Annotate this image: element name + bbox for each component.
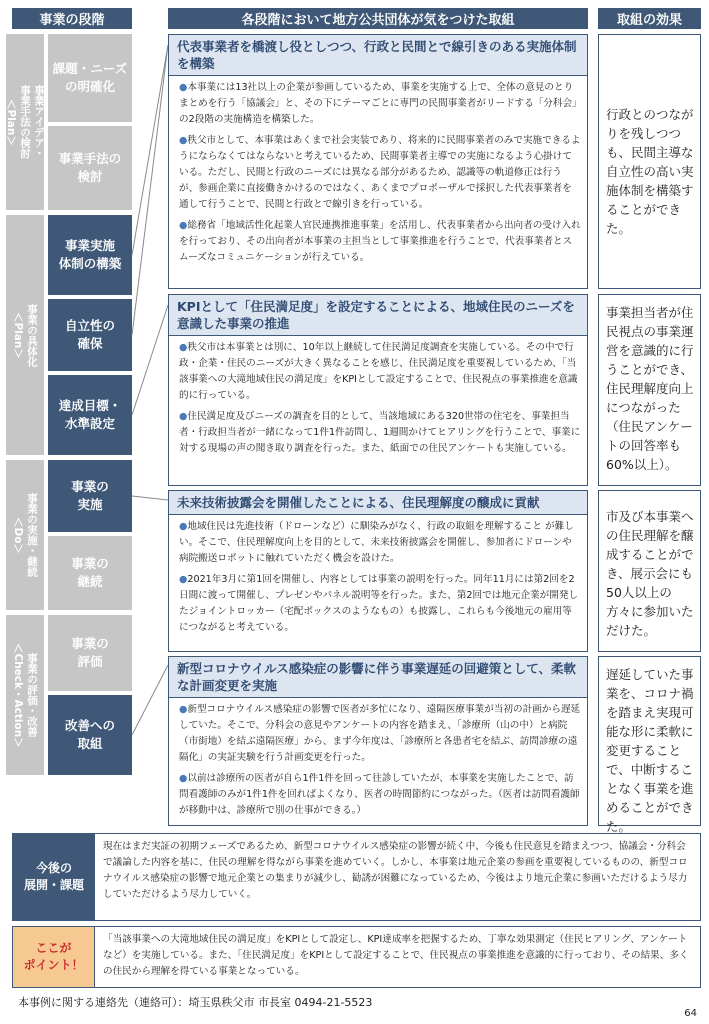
initiative-title-3: 未来技術披露会を開催したことによる、住民理解度の醸成に貢献 xyxy=(169,491,587,515)
page-number: 64 xyxy=(684,1008,697,1019)
contact-info: 本事例に関する連絡先（連絡可）：埼玉県秩父市 市長室 0494-21-5523 xyxy=(18,996,373,1009)
bullet-dot-icon: ● xyxy=(179,521,188,532)
initiative-section-1 xyxy=(168,34,588,289)
effect-box-2: 事業担当者が住民視点の事業運営を意識的に行うことができ、住民理解度向上につながった（住民アンケートの回答率も60%以上）。 xyxy=(598,294,701,486)
bullet-dot-icon: ● xyxy=(179,411,188,422)
step-autonomy: 自立性の 確保 xyxy=(48,299,132,371)
future-panel xyxy=(12,833,701,921)
header-stages: 事業の段階 xyxy=(12,8,132,29)
bullet-item: ●地域住民は先進技術（ドローンなど）に馴染みがなく、行政の取組を理解すること が難しい。そこで、住民理解度向上を目的として、未来技術披露会を開催し、参加者にドローンや病院搬送ロボットに触れていただく機会を設けた。 xyxy=(179,521,574,564)
bullet-item: ●秩父市は本事業とは別に、10年以上継続して住民満足度調査を実施している。その中で行政・企業・住民のニーズが大きく異なることを感じ、住民満足度を重要視しているため、「当該事業への大滝地域住民の満足度」をKPIとして設定することで、住民視点の事業推進を意識的に行っている。 xyxy=(179,342,578,401)
step-evaluation: 事業の 評価 xyxy=(48,615,132,691)
initiative-section-4 xyxy=(168,656,588,826)
bullet-dot-icon: ● xyxy=(179,135,188,146)
initiative-section-3 xyxy=(168,490,588,652)
header-initiatives: 各段階において地方公共団体が気をつけた取組 xyxy=(168,8,588,29)
header-effects: 取組の効果 xyxy=(598,8,701,29)
step-improvement: 改善への 取組 xyxy=(48,695,132,775)
bullet-item: ●秩父市として、本事業はあくまで社会実装であり、将来的に民間事業者のみで実施できるようにならなくてはならないと考えているため、民間事業者主導での実施になるよう心掛けている。ただし、民間と行政のニーズには異なる部分があるため、認識等の軌道修正は行うが、参画企業に直接働きかけるのではなく、あくまでプロポーザルで採択した代表事業者を通して行うことで、民間と行政とで線引きを行っている。 xyxy=(179,135,581,210)
bullet-dot-icon: ● xyxy=(179,82,188,93)
bullet-dot-icon: ● xyxy=(179,574,188,585)
initiative-title-1: 代表事業者を橋渡し役としつつ、行政と民間とで線引きのある実施体制を構築 xyxy=(169,35,587,76)
step-continuation: 事業の 継続 xyxy=(48,536,132,610)
step-implementation: 事業の 実施 xyxy=(48,460,132,532)
step-targets: 達成目標・ 水準設定 xyxy=(48,375,132,455)
step-structure: 事業実施 体制の構築 xyxy=(48,215,132,295)
bullet-item: ●総務省「地域活性化起業人官民連携推進事業」を活用し、代表事業者から出向者の受け入れを行っており、その出向者が本事業の主担当として事業推進を行うことで、代表事業者とスムーズなコミュニケーションが行えている。 xyxy=(179,220,581,263)
initiative-title-4: 新型コロナウイルス感染症の影響に伴う事業遅延の回避策として、柔軟な計画変更を実施 xyxy=(169,657,587,698)
phase-label-plan-idea: 事業アイデア・ 事業手法の検討 ＜Plan＞ xyxy=(5,85,45,159)
bullet-item: ●以前は診療所の医者が自ら1件1件を回って往診していたが、本事業を実施したことで、訪問看護師のみが1件1件を回ればよくなり、医者の時間節約につながった。（医者は訪問看護師が移動中は、診療所で別の仕事ができる。） xyxy=(179,773,580,816)
step-method-study: 事業手法の 検討 xyxy=(48,126,132,210)
bullet-item: ●2021年3月に第1回を開催し、内容としては事業の説明を行った。同年11月には第2回を2日間に渡って開催し、プレゼンやパネル説明等を行った。また、第2回では地元企業が開発したジョイントロッカー（宅配ボックスのようなもの）も披露し、これらも今後地元の雇用等につながると考えている。 xyxy=(179,574,579,633)
phase-label-plan-concrete: 事業の具体化 ＜Plan＞ xyxy=(12,303,38,367)
point-panel xyxy=(12,926,701,988)
future-text: 現在はまだ実証の初期フェーズであるため、新型コロナウイルス感染症の影響が続く中、今後も住民意見を踏まえつつ、協議会・分科会で議論した内容を基に、住民の理解を得ながら事業を進めていく。しかし、本事業は地元企業の参画を重要視しているものの、新型コロナウイルス感染症の影響で地元企業との集まりが減少し、勧誘が困難になっているため、今後はより地元企業に参画いただけるよう尽力していただけるよう尽力していく。 xyxy=(103,841,688,900)
initiative-title-2: KPIとして「住民満足度」を設定することによる、地域住民のニーズを意識した事業の推進 xyxy=(169,295,587,336)
bullet-dot-icon: ● xyxy=(179,773,188,784)
point-label: ここが ポイント！ xyxy=(13,927,95,987)
bullet-item: ●住民満足度及びニーズの調査を目的として、当該地域にある320世帯の住宅を、事業担当者・行政担当者が一緒になって1件1件訪問し、1週間かけてヒアリングを行うことで、事業に対する現場の声の聞き取り調査を行った。また、紙面での住民アンケートも実施している。 xyxy=(179,411,581,454)
effect-box-4: 遅延していた事業を、コロナ禍を踏まえ実現可能な形に柔軟に変更することで、中断することなく事業を進めることができた。 xyxy=(598,656,701,826)
initiative-section-2 xyxy=(168,294,588,486)
phase-label-check-action: 事業の評価・改善 ＜Check・Action＞ xyxy=(12,642,38,748)
phase-label-do: 事業の実施・継続 ＜Do＞ xyxy=(12,493,38,577)
bullet-item: ●新型コロナウイルス感染症の影響で医者が多忙になり、遠隔医療事業が当初の計画から遅延していた。そこで、分科会の意見やアンケートの内容を踏まえ、「診療所（山の中）と病院（市街地）を結ぶ遠隔医療」から、まず今年度は、「診療所と各患者宅を結ぶ、訪問診療の遠隔化」の実証実験を行う計画変更を行った。 xyxy=(179,704,581,763)
effect-box-3: 市及び本事業への住民理解を醸成することができ、展示会にも50人以上の方々に参加いただけた。 xyxy=(598,490,701,652)
step-issue-needs: 課題・ニーズ の明確化 xyxy=(48,34,132,122)
bullet-item: ●本事業には13社以上の企業が参画しているため、事業を実施する上で、全体の意見のとりまとめを行う「協議会」と、その下にテーマごとに専門の民間事業者がリードする「分科会」の2段階の実施構造を構築した。 xyxy=(179,82,577,125)
bullet-dot-icon: ● xyxy=(179,704,188,715)
effect-box-1: 行政とのつながりを残しつつも、民間主導な自立性の高い実施体制を構築することができた。 xyxy=(598,34,701,289)
future-label: 今後の 展開・課題 xyxy=(13,834,95,920)
bullet-dot-icon: ● xyxy=(179,220,188,231)
point-text: 「当該事業への大滝地域住民の満足度」をKPIとして設定し、KPI達成率を把握するため、丁寧な効果測定（住民ヒアリング、アンケートなど）を実施している。また、「住民満足度」をKPIとして設定することで、住民視点の事業推進を意識的に行っており、その結果、多くの住民から理解を得ている事業となっている。 xyxy=(103,934,689,977)
bullet-dot-icon: ● xyxy=(179,342,188,353)
